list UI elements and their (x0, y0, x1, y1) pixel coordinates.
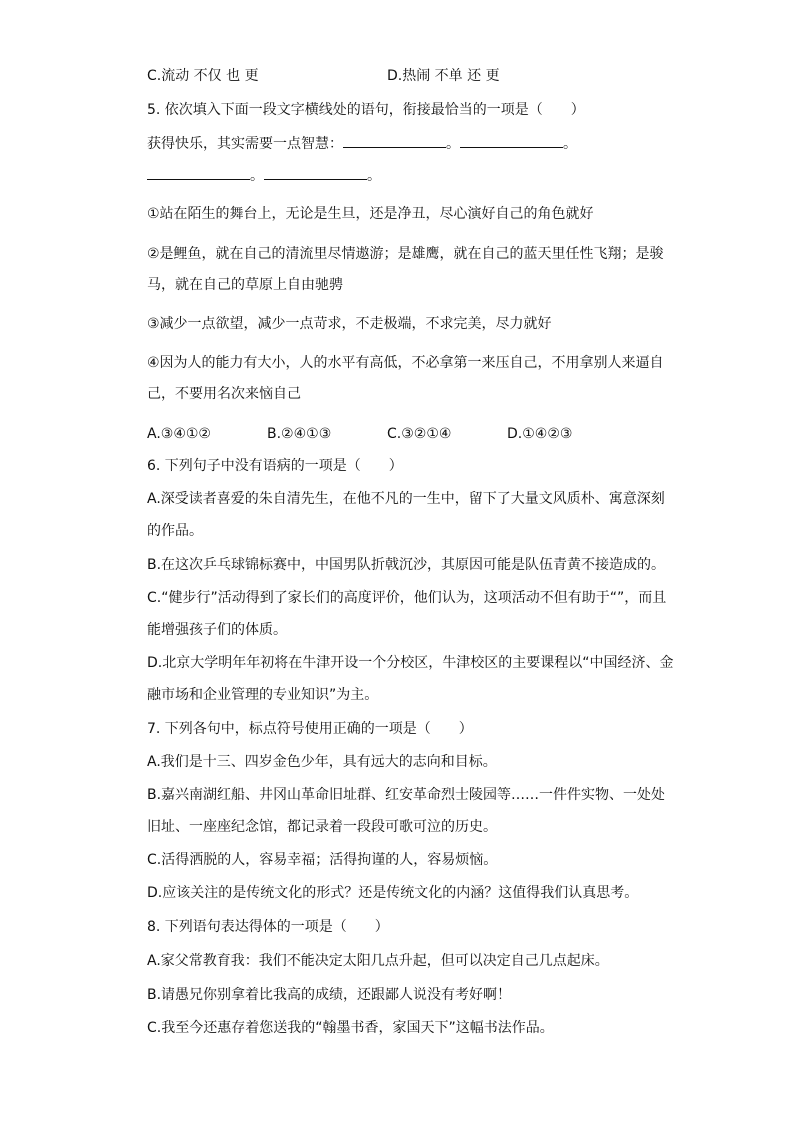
q4-option-d: D.热闹 不单 还 更 (387, 68, 500, 84)
q5-passage-line1 (147, 134, 577, 154)
q7-option-b-line2: 旧址、一座座纪念馆，都记录着一段段可歌可泣的历史。 (147, 819, 497, 835)
q5-option-a: A.③④①② (147, 426, 211, 442)
q6-option-b: B.在这次乒乓球锦标赛中，中国男队折戟沉沙，其原因可能是队伍青黄不接造成的。 (147, 557, 666, 573)
q6-stem: 6. 下列句子中没有语病的一项是（ ） (147, 458, 403, 474)
q5-item-4-line1: ④因为人的能力有大小，人的水平有高低，不必拿第一来压自己，不用拿别人来逼自 (147, 355, 664, 371)
q6-option-c-line2: 能增强孩子们的体质。 (147, 622, 287, 638)
q5-sep-3: 。 (250, 168, 264, 184)
q6-option-d-line1: D.北京大学明年年初将在牛津开设一个分校区，牛津校区的主要课程以“中国经济、金 (147, 655, 674, 671)
q6-option-a-line1: A.深受读者喜爱的朱自清先生，在他不凡的一生中，留下了大量文风质朴、寓意深刻 (147, 491, 665, 507)
q8-option-a: A.家父常教育我：我们不能决定太阳几点升起，但可以决定自己几点起床。 (147, 953, 609, 969)
q5-sep-1: 。 (446, 136, 460, 152)
q5-passage-line2 (147, 166, 381, 186)
q8-option-c: C.我至今还惠存着您送我的“翰墨书香，家国天下”这幅书法作品。 (147, 1020, 554, 1036)
q8-stem: 8. 下列语句表达得体的一项是（ ） (147, 919, 389, 935)
q5-item-3: ③减少一点欲望，减少一点苛求，不走极端，不求完美，尽力就好 (147, 316, 552, 332)
q5-item-4-line2: 己，不要用名次来恼自己 (147, 386, 301, 402)
q5-item-2-line2: 马，就在自己的草原上自由驰骋 (147, 277, 343, 293)
q5-passage-lead: 获得快乐，其实需要一点智慧： (147, 136, 343, 152)
q7-option-d: D.应该关注的是传统文化的形式？还是传统文化的内涵？这值得我们认真思考。 (147, 885, 639, 901)
q5-item-2-line1: ②是鲤鱼，就在自己的清流里尽情遨游；是雄鹰，就在自己的蓝天里任性飞翔；是骏 (147, 246, 664, 262)
q7-option-c: C.活得洒脱的人，容易幸福；活得拘谨的人，容易烦恼。 (147, 852, 498, 868)
q5-option-c: C.③②①④ (387, 426, 452, 442)
q7-stem: 7. 下列各句中，标点符号使用正确的一项是（ ） (147, 721, 473, 737)
blank-3 (147, 166, 250, 180)
q5-stem: 5. 依次填入下面一段文字横线处的语句，衔接最恰当的一项是（ ） (147, 102, 585, 118)
q5-option-d: D.①④②③ (507, 426, 573, 442)
q6-option-c-line1: C.“健步行”活动得到了家长们的高度评价，他们认为，这项活动不但有助于“”，而且 (147, 590, 667, 606)
q4-option-c: C.流动 不仅 也 更 (147, 68, 259, 84)
blank-1 (343, 134, 446, 148)
q7-option-a: A.我们是十三、四岁金色少年，具有远大的志向和目标。 (147, 754, 497, 770)
q5-sep-2: 。 (563, 136, 577, 152)
q8-option-b: B.请愚兄你别拿着比我高的成绩，还跟鄙人说没有考好啊！ (147, 987, 512, 1003)
q7-option-b-line1: B.嘉兴南湖红船、井冈山革命旧址群、红安革命烈士陵园等……一件件实物、一处处 (147, 787, 666, 803)
q5-sep-4: 。 (367, 168, 381, 184)
q6-option-d-line2: 融市场和企业管理的专业知识”为主。 (147, 687, 379, 703)
blank-2 (460, 134, 563, 148)
q5-option-b: B.②④①③ (267, 426, 332, 442)
q6-option-a-line2: 的作品。 (147, 523, 203, 539)
q5-item-1: ①站在陌生的舞台上，无论是生旦，还是净丑，尽心演好自己的角色就好 (147, 206, 594, 222)
blank-4 (264, 166, 367, 180)
